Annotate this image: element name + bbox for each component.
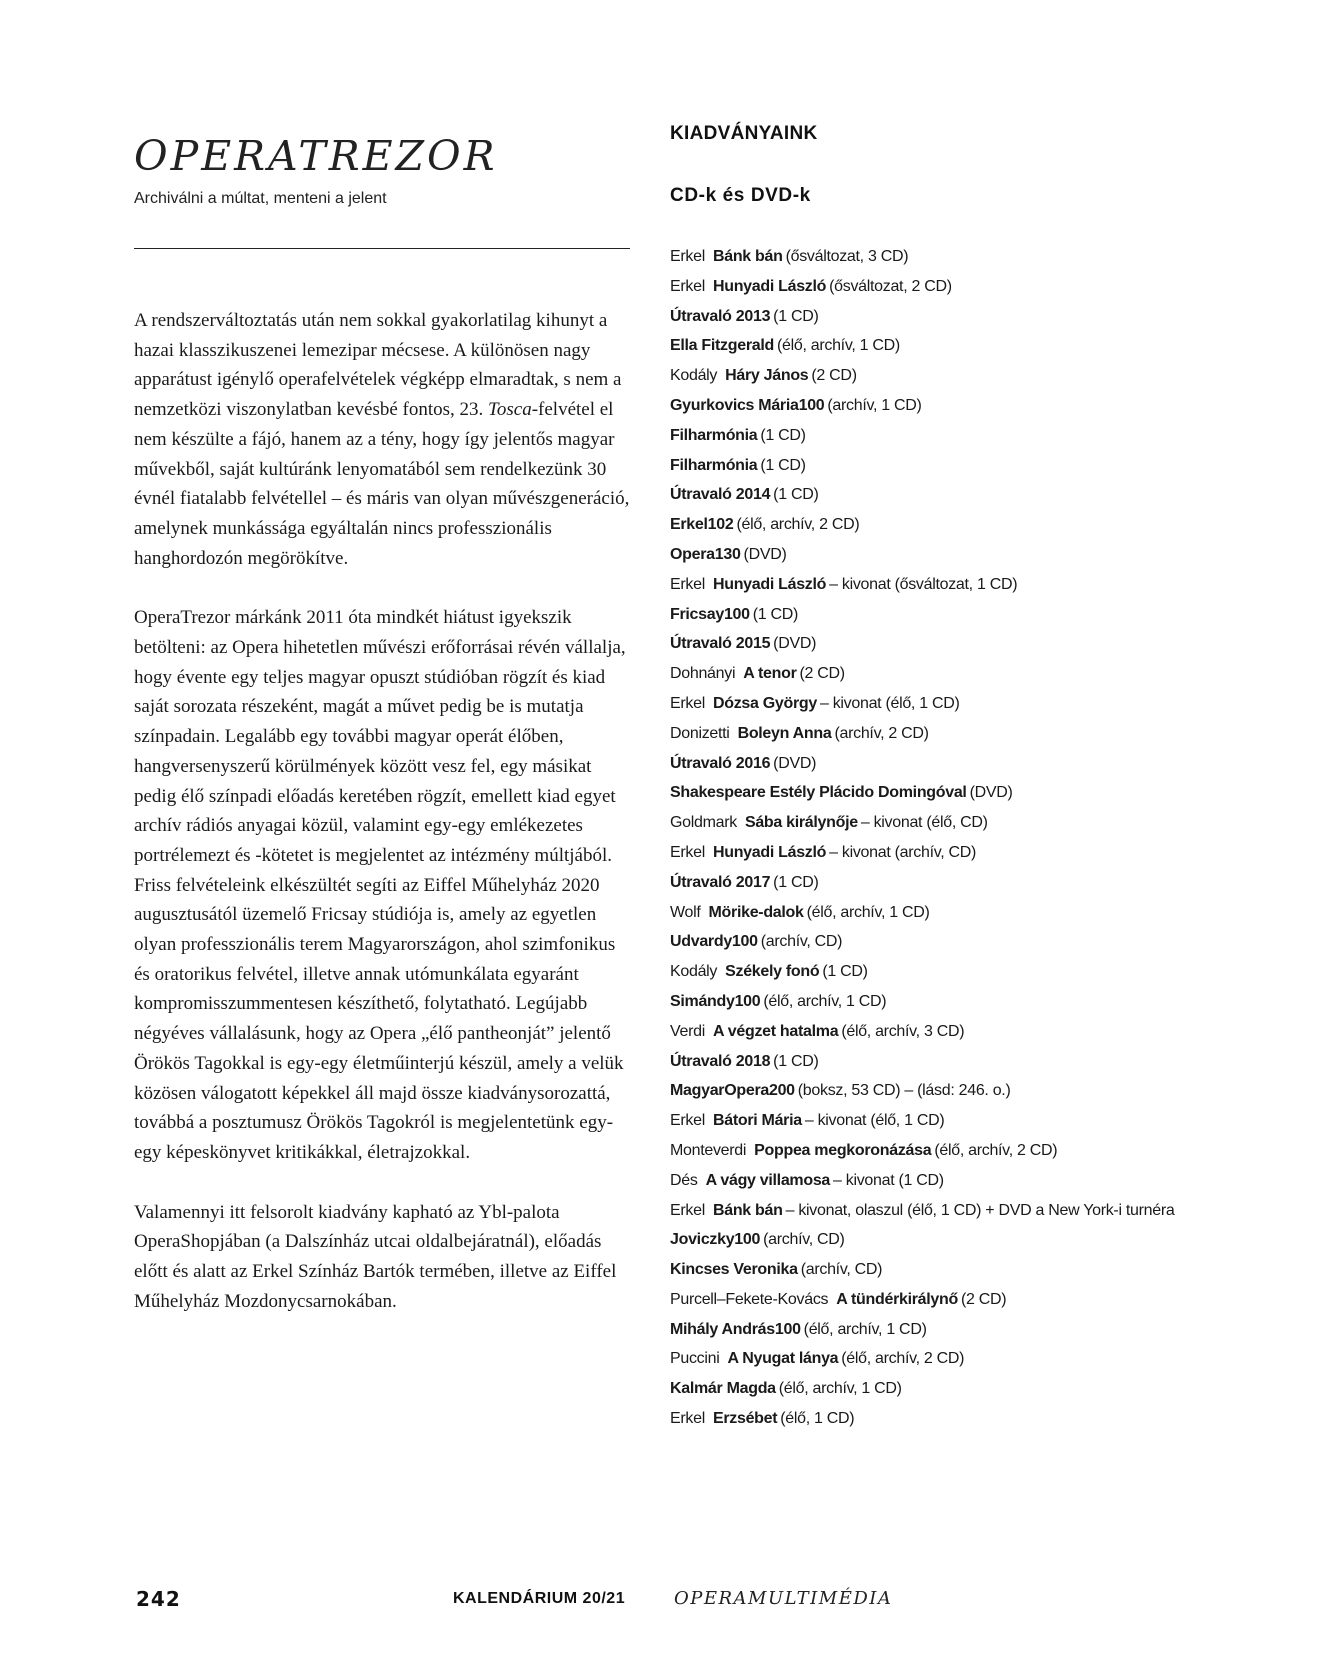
item-detail: (DVD) [743, 545, 787, 563]
item-detail: (élő, archív, 3 CD) [841, 1022, 965, 1040]
item-title: Útravaló 2015 [670, 635, 771, 653]
item-detail: (1 CD) [760, 456, 806, 474]
item-title: Háry János [725, 367, 809, 385]
item-title: Útravaló 2014 [670, 486, 771, 504]
article-column [134, 132, 634, 1312]
item-title: Erzsébet [712, 1410, 778, 1428]
list-item [670, 1225, 1174, 1255]
item-detail: (élő, archív, 2 CD) [736, 516, 860, 534]
item-detail: (DVD) [773, 754, 817, 772]
article-body [134, 306, 634, 1347]
list-item [670, 898, 1174, 928]
list-item [670, 838, 1174, 868]
list-item [670, 331, 1174, 361]
item-title: Útravaló 2016 [670, 754, 771, 772]
item-title: A Nyugat lánya [727, 1350, 839, 1368]
item-detail: (1 CD) [773, 873, 819, 891]
paragraph-operatrezor: OperaTrezor márkánk 2011 óta mindkét hiátust igyekszik betölteni: az Opera hihetetlen művészi erőforrásai révén vállalja, hogy évente egy teljes magyar opuszt stúdióban rögzít és kiad saját sorozata részeként, magát a művet pedig be is mutatja színpadain. Legalább egy további magyar operát élőben, hangversenyszerű körülmények között vesz fel, egy másikat pedig élő színpadi előadás keretében rögzít, emellett kiad egyet archív rádiós anyagai közül, valamint egy-egy emlékezetes portrélemezt és -kötetet is megjelentet az intézmény múltjából. Friss felvételeink elkészültét segíti az Eiffel Műhelyház 2020 augusztusától üzemelő Fricsay stúdiója is, amely az egyetlen olyan professzionális terem Magyarországon, ahol szimfonikus és oratorikus felvétel, illetve annak utómunkálata egyaránt kompromisszummentesen készíthető, folytatható. Legújabb négyéves vállalásunk, hogy az Opera „élő pantheonját” jelentő Örökös Tagokkal is egy-egy életműinterjú készül, amely a velük közösen válogatott képekkel áll majd össze kiadványsorozattá, továbbá a posztumusz Örökös Tagokról is megjelentetünk egy-egy képeskönyvet kritikákkal, életrajzokkal. [134, 607, 626, 1163]
article-title: OPERATREZOR [134, 132, 498, 180]
paragraph-intro: A rendszerváltoztatás után nem sokkal gyakorlatilag kihunyt a hazai klasszikuszenei lemezipar mécsese. A különösen nagy apparátust igénylő operafelvételek végképp elmaradtak, s nem a nemzetközi viszonylatban kevésbé fontos, 23. Tosca-felvétel el nem készülte a fájó, hanem az a tény, hogy így jelentős magyar művekből, saját kultúránk lenyomatából sem rendelkezünk 30 évnél fiatalabb felvétellel – és máris van olyan művészgeneráció, amelynek munkássága egyáltalán nincs professzionális hanghordozón megörökítve. [134, 310, 630, 569]
item-detail: (DVD) [969, 784, 1013, 802]
list-item [670, 659, 1174, 689]
item-title: Mihály András100 [670, 1320, 801, 1338]
list-item [670, 480, 1174, 510]
item-detail: – kivonat, olaszul (élő, 1 CD) + DVD a New York-i turnéra [785, 1201, 1175, 1219]
list-item [670, 1255, 1174, 1285]
item-detail: (élő, archív, 1 CD) [763, 992, 887, 1010]
item-detail: (élő, archív, 2 CD) [934, 1141, 1058, 1159]
item-detail: (élő, archív, 1 CD) [806, 903, 930, 921]
list-item [670, 272, 1174, 302]
item-detail: (archív, CD) [760, 933, 843, 951]
item-title: Sába királynője [744, 814, 858, 832]
item-detail: – kivonat (élő, CD) [860, 814, 988, 832]
item-title: Boleyn Anna [737, 724, 832, 742]
publications-list [670, 242, 1174, 1434]
page-footer [0, 1587, 1330, 1617]
list-item [670, 1315, 1174, 1345]
item-composer: Erkel [670, 1410, 705, 1428]
list-item [670, 1136, 1174, 1166]
list-item [670, 510, 1174, 540]
item-composer: Goldmark [670, 814, 737, 832]
item-title: A tenor [743, 665, 797, 683]
item-detail: (2 CD) [960, 1290, 1007, 1308]
item-title: Filharmónia [670, 456, 758, 474]
item-detail: (élő, archív, 1 CD) [776, 337, 900, 355]
item-composer: Puccini [670, 1350, 720, 1368]
item-composer: Dés [670, 1171, 698, 1189]
item-detail: (1 CD) [752, 605, 799, 623]
item-title: Kalmár Magda [670, 1380, 776, 1398]
item-detail: (1 CD) [773, 486, 819, 504]
item-composer: Monteverdi [670, 1141, 747, 1159]
item-title: Dózsa György [712, 694, 817, 712]
item-composer: Wolf [670, 903, 701, 921]
item-composer: Erkel [670, 1112, 705, 1130]
list-item [670, 1404, 1174, 1434]
item-detail: (1 CD) [773, 307, 819, 325]
item-detail: (2 CD) [799, 665, 845, 683]
publications-column [670, 123, 1290, 1428]
item-composer: Erkel [670, 575, 705, 593]
item-title: Simándy100 [670, 992, 761, 1010]
list-item [670, 689, 1174, 719]
item-detail: (archív, CD) [800, 1261, 883, 1279]
page-number: 242 [136, 1587, 181, 1611]
publication-name: KALENDÁRIUM 20/21 [453, 1590, 626, 1607]
title-divider [134, 248, 630, 249]
item-title: Kincses Veronika [670, 1261, 798, 1279]
item-composer: Erkel [670, 248, 705, 265]
list-item [670, 1196, 1174, 1226]
list-item [670, 629, 1174, 659]
item-title: Hunyadi László [712, 575, 827, 593]
paragraph-availability: Valamennyi itt felsorolt kiadvány kapható az Ybl-palota OperaShopjában (a Dalszínház utcai oldalbejáratnál), előadás előtt és alatt az Erkel Színház Bartók termében, illetve az Eiffel Műhelyház Mozdonycsarnokában. [134, 1201, 617, 1312]
item-title: A vágy villamosa [705, 1171, 831, 1189]
item-title: Bánk bán [712, 1201, 783, 1219]
item-composer: Purcell–Fekete-Kovács [670, 1290, 829, 1308]
item-detail: (ősváltozat, 2 CD) [829, 277, 952, 295]
item-title: Útravaló 2013 [670, 307, 771, 325]
item-title: A tündérkirálynő [836, 1290, 958, 1308]
item-title: Gyurkovics Mária100 [670, 396, 825, 414]
item-composer: Erkel [670, 694, 705, 712]
item-detail: – kivonat (ősváltozat, 1 CD) [829, 575, 1018, 593]
item-title: A végzet hatalma [712, 1022, 839, 1040]
item-title: Bánk bán [712, 248, 783, 265]
item-detail: (élő, archív, 1 CD) [803, 1320, 927, 1338]
item-detail: (DVD) [773, 635, 817, 653]
item-title: Opera130 [670, 545, 741, 563]
item-detail: (élő, archív, 2 CD) [841, 1350, 965, 1368]
item-detail: (ősváltozat, 3 CD) [785, 248, 909, 265]
list-item [670, 242, 1174, 272]
item-detail: (1 CD) [773, 1052, 819, 1070]
list-item [670, 808, 1174, 838]
list-item [670, 1076, 1174, 1106]
item-detail: (archív, 1 CD) [827, 396, 922, 414]
list-item [670, 1344, 1174, 1374]
item-detail: (1 CD) [760, 426, 806, 444]
item-detail: – kivonat (élő, 1 CD) [804, 1112, 945, 1130]
list-item [670, 1166, 1174, 1196]
list-item [670, 1106, 1174, 1136]
list-item [670, 987, 1174, 1017]
item-composer: Erkel [670, 843, 705, 861]
section-name: OPERAMULTIMÉDIA [674, 1588, 893, 1609]
item-detail: – kivonat (archív, CD) [829, 843, 977, 861]
item-title: Hunyadi László [712, 843, 827, 861]
item-title: Erkel102 [670, 516, 734, 534]
list-item [670, 749, 1174, 779]
item-title: Filharmónia [670, 426, 758, 444]
item-detail: – kivonat (élő, 1 CD) [819, 694, 960, 712]
item-composer: Donizetti [670, 724, 730, 742]
list-item [670, 1017, 1174, 1047]
item-detail: (archív, CD) [763, 1231, 845, 1249]
item-title: Mörike-dalok [708, 903, 804, 921]
item-title: MagyarOpera200 [670, 1082, 795, 1100]
article-subtitle: Archiválni a múltat, menteni a jelent [134, 190, 387, 207]
item-detail: (boksz, 53 CD) – (lásd: 246. o.) [797, 1082, 1011, 1100]
list-item [670, 719, 1174, 749]
item-composer: Dohnányi [670, 665, 736, 683]
item-title: Poppea megkoronázása [754, 1141, 932, 1159]
item-title: Bátori Mária [712, 1112, 802, 1130]
item-detail: (2 CD) [811, 367, 857, 385]
item-title: Ella Fitzgerald [670, 337, 774, 355]
item-detail: (élő, 1 CD) [780, 1410, 855, 1428]
list-item [670, 570, 1174, 600]
item-composer: Erkel [670, 1201, 705, 1219]
list-item [670, 361, 1174, 391]
list-item [670, 600, 1174, 630]
item-title: Shakespeare Estély Plácido Domingóval [670, 784, 967, 802]
list-item [670, 868, 1174, 898]
list-item [670, 451, 1174, 481]
item-title: Útravaló 2017 [670, 873, 771, 891]
item-composer: Verdi [670, 1022, 705, 1040]
list-item [670, 1047, 1174, 1077]
item-title: Székely fonó [725, 963, 820, 981]
item-title: Udvardy100 [670, 933, 758, 951]
list-item [670, 540, 1174, 570]
item-composer: Kodály [670, 963, 718, 981]
item-composer: Kodály [670, 367, 718, 385]
publications-heading: KIADVÁNYAINK [670, 123, 818, 144]
item-title: Joviczky100 [670, 1231, 761, 1249]
list-item [670, 778, 1174, 808]
item-detail: (1 CD) [822, 963, 868, 981]
list-item [670, 957, 1174, 987]
list-item [670, 927, 1174, 957]
list-item [670, 1374, 1174, 1404]
item-title: Útravaló 2018 [670, 1052, 771, 1070]
item-detail: (élő, archív, 1 CD) [778, 1380, 902, 1398]
item-detail: (archív, 2 CD) [834, 724, 929, 742]
list-item [670, 391, 1174, 421]
item-detail: – kivonat (1 CD) [833, 1171, 944, 1189]
publications-subheading: CD-k és DVD-k [670, 185, 811, 206]
item-composer: Erkel [670, 277, 705, 295]
list-item [670, 1285, 1174, 1315]
item-title: Fricsay100 [670, 605, 750, 623]
list-item [670, 302, 1174, 332]
item-title: Hunyadi László [712, 277, 827, 295]
list-item [670, 421, 1174, 451]
